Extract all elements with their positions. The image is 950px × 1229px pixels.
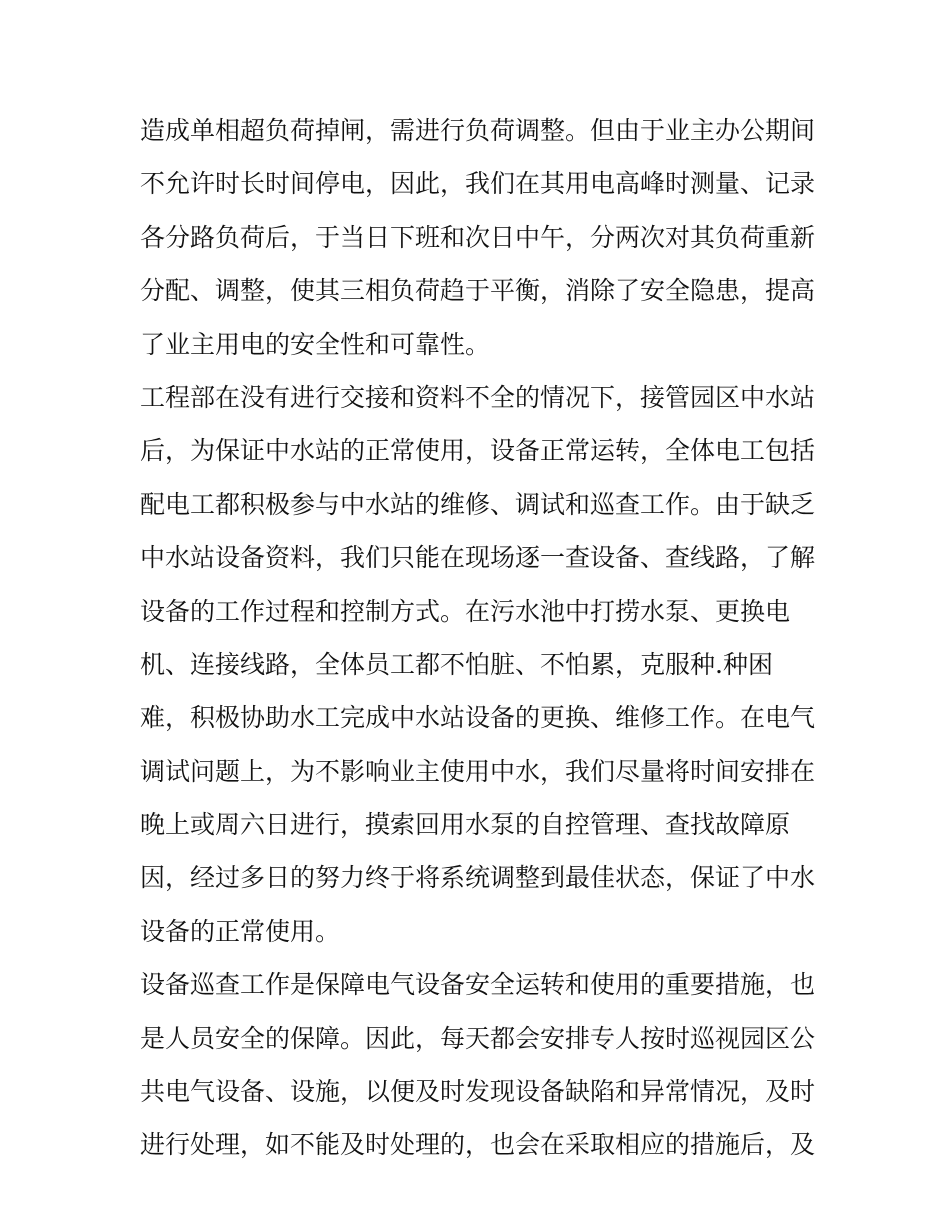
text-line: 后，为保证中水站的正常使用，设备正常运转，全体电工包括 (140, 436, 816, 466)
text-line: 设备的正常使用。 (140, 916, 341, 946)
text-line: 是人员安全的保障。因此，每天都会安排专人按时巡视园区公 (140, 1023, 816, 1053)
document-body (140, 104, 820, 1172)
text-line: 不允许时长时间停电，因此，我们在其用电高峰时测量、记录 (140, 169, 816, 199)
text-line: 了业主用电的安全性和可靠性。 (140, 329, 491, 359)
text-line: 中水站设备资料，我们只能在现场逐一查设备、查线路，了解 (140, 543, 816, 573)
text-line: 工程部在没有进行交接和资料不全的情况下，接管园区中水站 (140, 382, 816, 412)
text-line: 因，经过多日的努力终于将系统调整到最佳状态，保证了中水 (140, 863, 816, 893)
text-line: 设备巡查工作是保障电气设备安全运转和使用的重要措施，也 (140, 970, 816, 1000)
text-line: 各分路负荷后，于当日下班和次日中午，分两次对其负荷重新 (140, 222, 816, 252)
text-line: 晚上或周六日进行，摸索回用水泵的自控管理、查找故障原 (140, 810, 791, 840)
text-line: 共电气设备、设施，以便及时发现设备缺陷和异常情况，及时 (140, 1077, 816, 1107)
text-line: 设备的工作过程和控制方式。在污水池中打捞水泵、更换电 (140, 596, 791, 626)
text-line: 调试问题上，为不影响业主使用中水，我们尽量将时间安排在 (140, 756, 816, 786)
text-line: 造成单相超负荷掉闸，需进行负荷调整。但由于业主办公期间 (140, 116, 816, 145)
text-line: 配电工都积极参与中水站的维修、调试和巡查工作。由于缺乏 (140, 489, 816, 519)
text-line: 分配、调整，使其三相负荷趋于平衡，消除了安全隐患，提高 (140, 276, 816, 306)
text-line: 进行处理，如不能及时处理的，也会在采取相应的措施后，及 (140, 1130, 816, 1160)
text-line: 难，积极协助水工完成中水站设备的更换、维修工作。在电气 (140, 703, 816, 733)
text-line: 机、连接线路，全体员工都不怕脏、不怕累，克服种.种困 (140, 649, 773, 679)
